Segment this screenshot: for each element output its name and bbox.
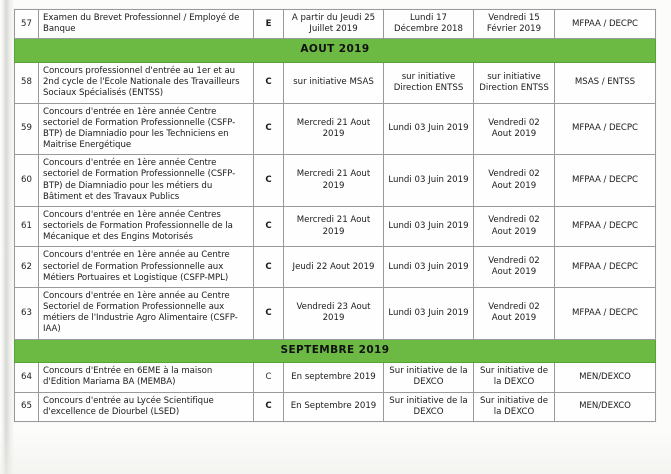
organizing-body: MEN/DEXCO — [555, 363, 656, 392]
exam-type: C — [254, 103, 284, 155]
row-number: 62 — [15, 247, 39, 288]
exam-date: En septembre 2019 — [284, 363, 384, 392]
organizing-body: MEN/DEXCO — [555, 392, 656, 421]
organizing-body: MSAS / ENTSS — [555, 62, 656, 103]
table-row — [15, 287, 656, 339]
registration-end-date: Vendredi 15 Février 2019 — [474, 10, 555, 39]
registration-start-date: Lundi 03 Juin 2019 — [384, 287, 474, 339]
row-number: 60 — [15, 155, 39, 207]
registration-start-date: Sur initiative de la DEXCO — [384, 392, 474, 421]
organizing-body: MFPAA / DECPC — [555, 287, 656, 339]
table-row — [15, 363, 656, 392]
schedule-table-container — [14, 9, 655, 422]
registration-end-date: Sur initiative de la DEXCO — [474, 392, 555, 421]
registration-end-date: Vendredi 02 Aout 2019 — [474, 287, 555, 339]
page-bottom-shading — [0, 428, 671, 474]
table-row — [15, 392, 656, 421]
month-label: AOUT 2019 — [15, 39, 656, 63]
month-separator-row — [15, 39, 656, 63]
exam-title: Concours d'entrée en 1ère année au Centre Sectoriel de Formation Professionnelle aux métiers de l'Industrie Agro Alimentaire (CSFP-IAA) — [39, 287, 254, 339]
exam-date: Mercredi 21 Aout 2019 — [284, 155, 384, 207]
exam-date: sur initiative MSAS — [284, 62, 384, 103]
month-separator-row — [15, 339, 656, 363]
row-number: 59 — [15, 103, 39, 155]
exam-type: C — [254, 247, 284, 288]
registration-start-date: Lundi 17 Décembre 2018 — [384, 10, 474, 39]
registration-end-date: Vendredi 02 Aout 2019 — [474, 155, 555, 207]
registration-start-date: Sur initiative de la DEXCO — [384, 363, 474, 392]
registration-end-date: Vendredi 02 Aout 2019 — [474, 247, 555, 288]
registration-start-date: Lundi 03 Juin 2019 — [384, 155, 474, 207]
page-edge-shadow — [0, 0, 14, 474]
exam-type: C — [254, 62, 284, 103]
table-row — [15, 206, 656, 247]
exam-date: En Septembre 2019 — [284, 392, 384, 421]
registration-start-date: Lundi 03 Juin 2019 — [384, 247, 474, 288]
exam-title: Concours d'entrée en 1ère année Centres sectoriels de Formation Professionnelle de la Mécanique et des Engins Motorisés — [39, 206, 254, 247]
registration-end-date: sur initiative Direction ENTSS — [474, 62, 555, 103]
exam-title: Concours d'entrée en 1ère année Centre sectoriel de Formation Professionnelle (CSFP-BTP) de Diamniadio pour les métiers du Bâtiment et des Travaux Publics — [39, 155, 254, 207]
registration-start-date: Lundi 03 Juin 2019 — [384, 103, 474, 155]
organizing-body: MFPAA / DECPC — [555, 10, 656, 39]
exam-title: Examen du Brevet Professionnel / Employé de Banque — [39, 10, 254, 39]
exam-type: C — [254, 155, 284, 207]
row-number: 61 — [15, 206, 39, 247]
table-row — [15, 247, 656, 288]
exam-date: Vendredi 23 Aout 2019 — [284, 287, 384, 339]
exam-title: Concours d'entrée en 1ère année Centre sectoriel de Formation Professionnelle (CSFP-BTP) de Diamniadio pour les Techniciens en Maitrise Energétique — [39, 103, 254, 155]
organizing-body: MFPAA / DECPC — [555, 206, 656, 247]
row-number: 63 — [15, 287, 39, 339]
registration-start-date: Lundi 03 Juin 2019 — [384, 206, 474, 247]
exam-title: Concours d'entrée en 1ère année au Centre sectoriel de Formation Professionnelle aux Métiers Portuaires et Logistique (CSFP-MPL) — [39, 247, 254, 288]
organizing-body: MFPAA / DECPC — [555, 103, 656, 155]
registration-end-date: Sur initiative de la DEXCO — [474, 363, 555, 392]
table-row — [15, 155, 656, 207]
exam-date: Mercredi 21 Aout 2019 — [284, 206, 384, 247]
exam-title: Concours d'entrée au Lycée Scientifique d'excellence de Diourbel (LSED) — [39, 392, 254, 421]
exam-schedule-table — [14, 9, 656, 422]
table-body — [15, 10, 656, 422]
exam-type: C — [254, 206, 284, 247]
exam-type: C — [254, 363, 284, 392]
exam-date: A partir du Jeudi 25 Juillet 2019 — [284, 10, 384, 39]
exam-type: C — [254, 392, 284, 421]
table-row — [15, 10, 656, 39]
organizing-body: MFPAA / DECPC — [555, 155, 656, 207]
exam-date: Mercredi 21 Aout 2019 — [284, 103, 384, 155]
exam-title: Concours d'Entrée en 6EME à la maison d'Edition Mariama BA (MEMBA) — [39, 363, 254, 392]
table-row — [15, 62, 656, 103]
exam-date: Jeudi 22 Aout 2019 — [284, 247, 384, 288]
registration-start-date: sur initiative Direction ENTSS — [384, 62, 474, 103]
registration-end-date: Vendredi 02 Aout 2019 — [474, 206, 555, 247]
organizing-body: MFPAA / DECPC — [555, 247, 656, 288]
row-number: 64 — [15, 363, 39, 392]
table-row — [15, 103, 656, 155]
registration-end-date: Vendredi 02 Aout 2019 — [474, 103, 555, 155]
row-number: 58 — [15, 62, 39, 103]
month-label: SEPTEMBRE 2019 — [15, 339, 656, 363]
exam-type: E — [254, 10, 284, 39]
exam-title: Concours professionnel d'entrée au 1er et au 2nd cycle de l'Ecole Nationale des Travailleurs Sociaux Spécialisés (ENTSS) — [39, 62, 254, 103]
row-number: 65 — [15, 392, 39, 421]
row-number: 57 — [15, 10, 39, 39]
exam-type: C — [254, 287, 284, 339]
